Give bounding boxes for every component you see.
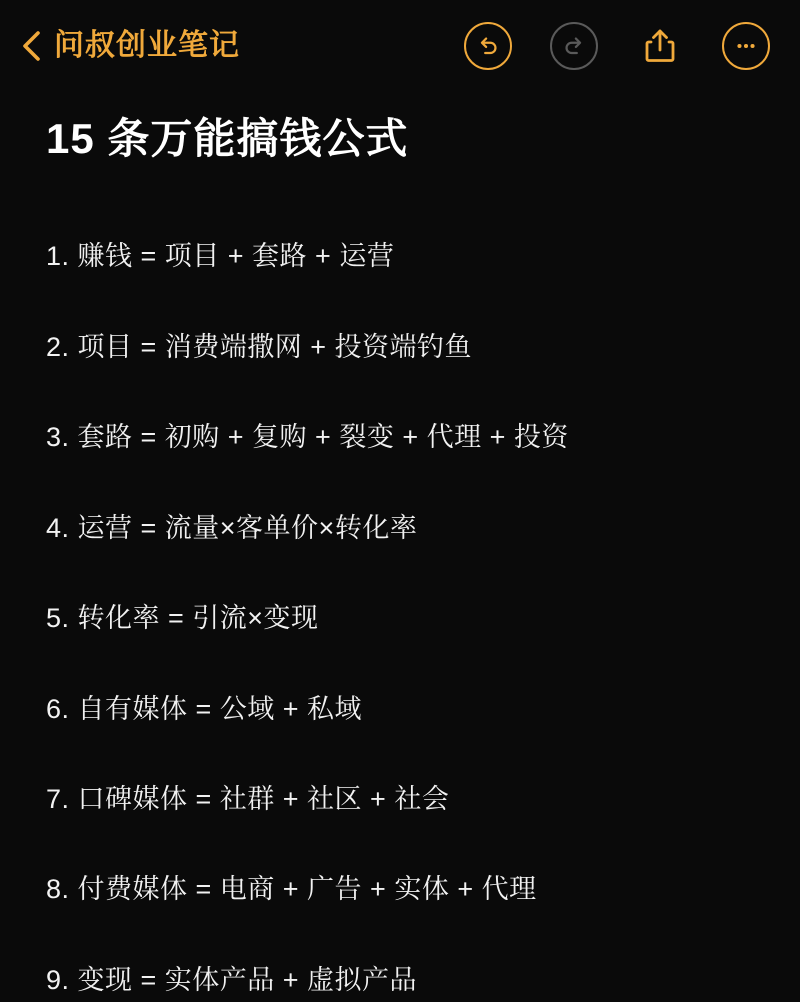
note-book-title: 问叔创业笔记 xyxy=(54,29,240,62)
list-item: 1. 赚钱 = 项目 + 套路 + 运营 xyxy=(46,241,395,272)
formula-list xyxy=(46,238,754,998)
toolbar-actions xyxy=(464,22,776,70)
undo-arrow-icon xyxy=(474,32,502,60)
list-item: 4. 运营 = 流量×客单价×转化率 xyxy=(46,512,418,543)
list-item: 9. 变现 = 实体产品 + 虚拟产品 xyxy=(46,964,418,995)
top-navigation-bar xyxy=(0,0,800,92)
redo-arrow-icon xyxy=(560,32,588,60)
page-title: 15 条万能搞钱公式 xyxy=(46,115,409,162)
undo-button[interactable] xyxy=(464,22,512,70)
ellipsis-icon xyxy=(732,32,760,60)
note-content xyxy=(0,92,800,998)
list-item: 6. 自有媒体 = 公域 + 私域 xyxy=(46,693,363,724)
list-item: 5. 转化率 = 引流×变现 xyxy=(46,603,319,634)
back-button[interactable] xyxy=(18,29,240,63)
share-button[interactable] xyxy=(636,22,684,70)
list-item: 3. 套路 = 初购 + 复购 + 裂变 + 代理 + 投资 xyxy=(46,422,569,453)
list-item: 2. 项目 = 消费端撒网 + 投资端钓鱼 xyxy=(46,331,473,362)
list-item: 7. 口碑媒体 = 社群 + 社区 + 社会 xyxy=(46,784,450,815)
list-item: 8. 付费媒体 = 电商 + 广告 + 实体 + 代理 xyxy=(46,874,537,905)
redo-button[interactable] xyxy=(550,22,598,70)
share-up-arrow-icon xyxy=(643,27,677,65)
more-button[interactable] xyxy=(722,22,770,70)
chevron-left-icon xyxy=(18,29,44,63)
